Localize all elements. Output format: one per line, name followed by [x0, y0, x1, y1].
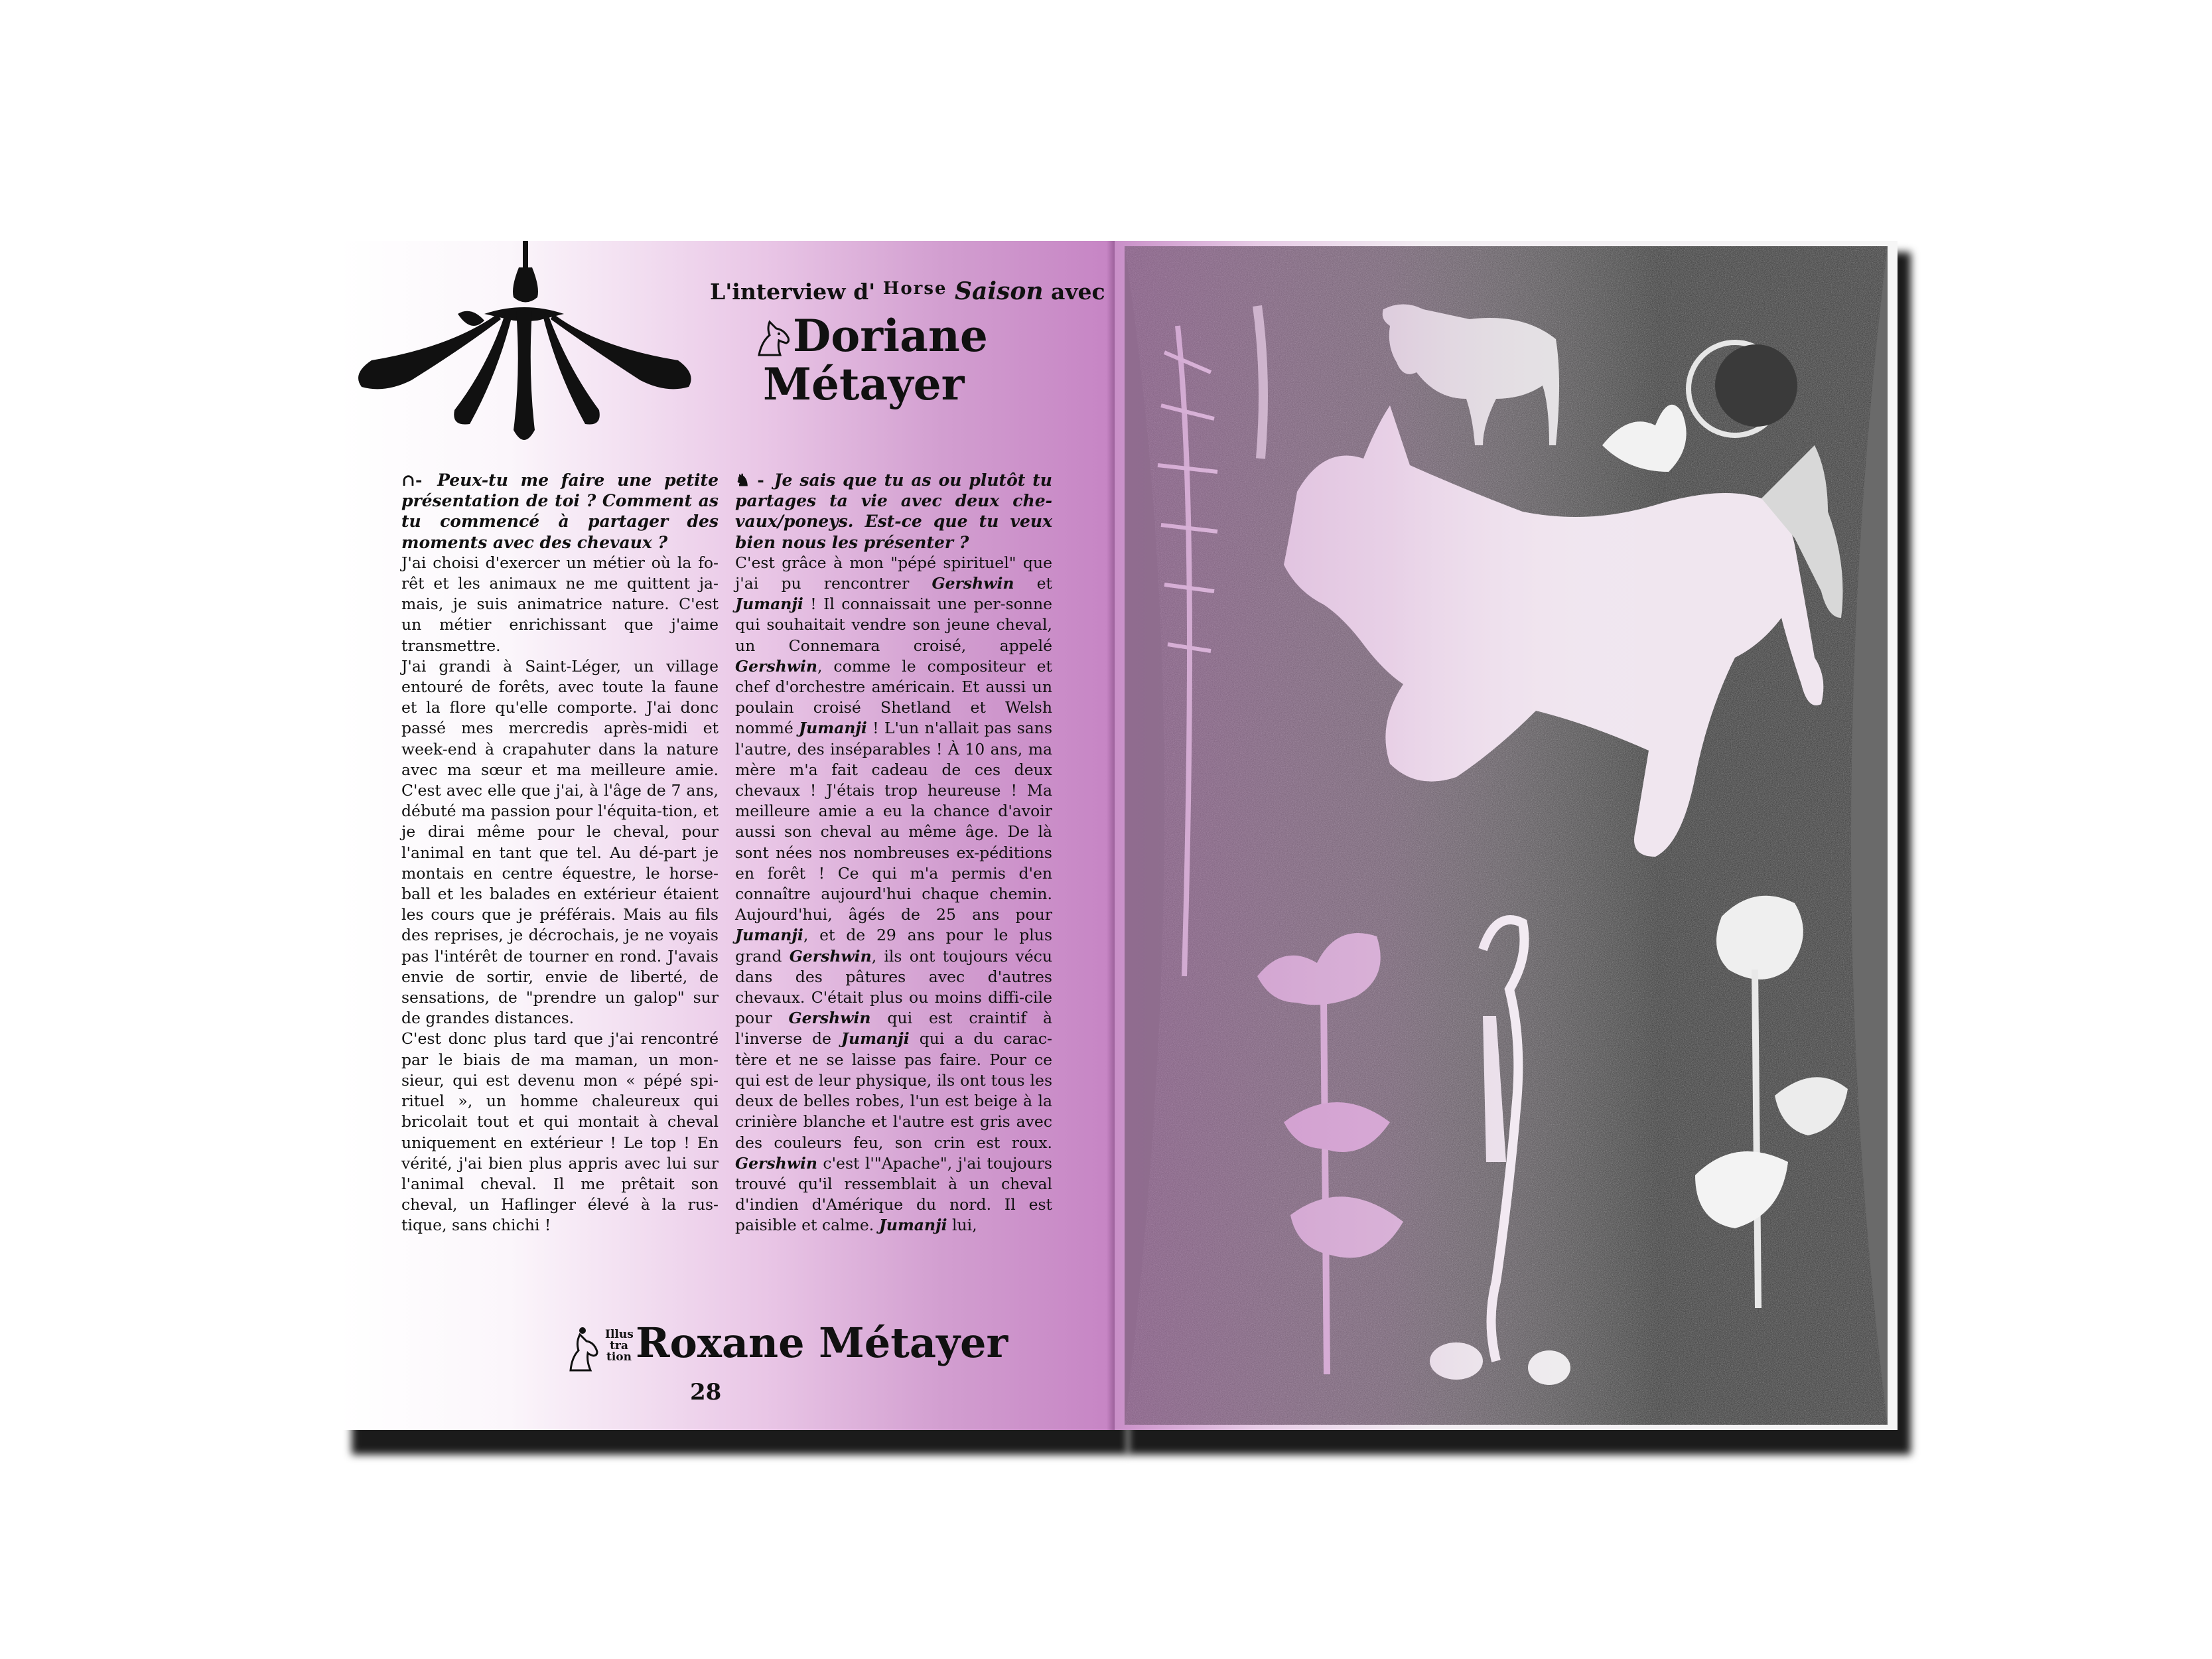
title-last-name: Métayer	[763, 358, 965, 410]
column-left	[401, 470, 719, 1236]
left-page	[338, 241, 1115, 1430]
answer-1-paragraph: C'est donc plus tard que j'ai rencontré par le biais de ma maman, un mon-sieur, qui est devenu mon « pépé spi-rituel », un homme chaleureux qui bricolait tout et qui montait à cheval uniquement en extérieur ! Le top ! En vérité, j'ai bien plus appris avec lui sur l'animal cheval. Il me prêtait son cheval, un Haflinger élevé à la rus-tique, sans chichi !	[401, 1029, 719, 1235]
horses-illustration	[1125, 246, 1888, 1425]
answer-1-paragraph: J'ai choisi d'exercer un métier où la fo-rêt et les animaux ne me quittent ja-mais, je suis animatrice nature. C'est un métier enrichissant que j'aime transmettre.	[401, 553, 719, 655]
column-right	[735, 470, 1052, 1236]
page-number: 28	[690, 1379, 722, 1406]
brand-name-part1: Horse	[882, 279, 947, 299]
horseshoe-icon: ∩-	[401, 470, 423, 490]
illustrator-name: Roxane Métayer	[636, 1319, 1008, 1367]
illustration-label: Illus tra tion	[605, 1328, 634, 1364]
horse-head-icon	[750, 315, 796, 362]
running-horse-icon: ♞ -	[735, 470, 764, 490]
answer-1-paragraph: J'ai grandi à Saint-Léger, un village entouré de forêts, avec toute la faune et la flore qu'elle comporte. J'ai donc passé mes mercredis après-midi et week-end à crapahuter dans la nature avec ma sœur et ma meilleure amie. C'est avec elle que j'ai, à l'âge de 7 ans, débuté ma passion pour l'équita-tion, et je dirai même pour le cheval, pour l'animal en tant que tel. Au dé-part je montais en centre équestre, le horse-ball et les balades en extérieur étaient les cours que je préférais. Mais au fils des reprises, je décrochais, je ne voyais pas l'intérêt de tourner en rond. J'avais envie de sortir, envie de liberté, de sensations, de "prendre un galop" sur de grandes distances.	[401, 656, 719, 1028]
horse-rider-icon	[564, 1324, 604, 1377]
interview-kicker: L'interview d' $^{Horse}$ Saison avec	[710, 277, 1105, 305]
brand-name-part2: Saison	[955, 277, 1044, 305]
question-2: ♞ - Je sais que tu as ou plutôt tu partages ta vie avec deux che-vaux/poneys. Est-ce que tu veux bien nous les présenter ?	[735, 470, 1052, 552]
lamp-ornament-icon	[338, 241, 710, 460]
answer-2-paragraph: C'est grâce à mon "pépé spirituel" que j'ai pu rencontrer Gershwin et Jumanji ! Il connaissait une per-sonne qui souhaitait vendre son jeune cheval, un Connemara croisé, appelé Gershwin, comme le compositeur et chef d'orchestre américain. Et aussi un poulain croisé Shetland et Welsh nommé Jumanji ! L'un n'allait pas sans l'autre, des inséparables ! À 10 ans, ma mère m'a fait cadeau de ces deux chevaux ! J'étais trop heureuse ! Ma meilleure amie a eu la chance d'avoir aussi son cheval au même âge. De là sont nées nos nombreuses ex-péditions en forêt ! Ce qui m'a permis d'en connaître aujourd'hui chaque chemin. Aujourd'hui, âgés de 25 ans pour Jumanji, et de 29 ans pour le plus grand Gershwin, ils ont toujours vécu dans des pâtures avec d'autres chevaux. C'était plus ou moins diffi-cile pour Gershwin qui est craintif à l'inverse de Jumanji qui a du carac-tère et ne se laisse pas faire. Pour ce qui est de leur physique, ils ont tous les deux de belles robes, l'un est beige à la crinière blanche et l'autre est gris avec des couleurs feu, son crin est roux. Gershwin c'est l'"Apache", j'ai toujours trouvé qu'il ressemblait à un cheval d'indien d'Amérique du nord. Il est paisible et calme. Jumanji lui,	[735, 553, 1053, 1235]
right-page	[1115, 241, 1898, 1430]
question-1: ∩- Peux-tu me faire une petite présentation de toi ? Comment as tu commencé à partager des moments avec des chevaux ?	[401, 470, 719, 552]
title-first-name: Doriane	[793, 310, 988, 362]
